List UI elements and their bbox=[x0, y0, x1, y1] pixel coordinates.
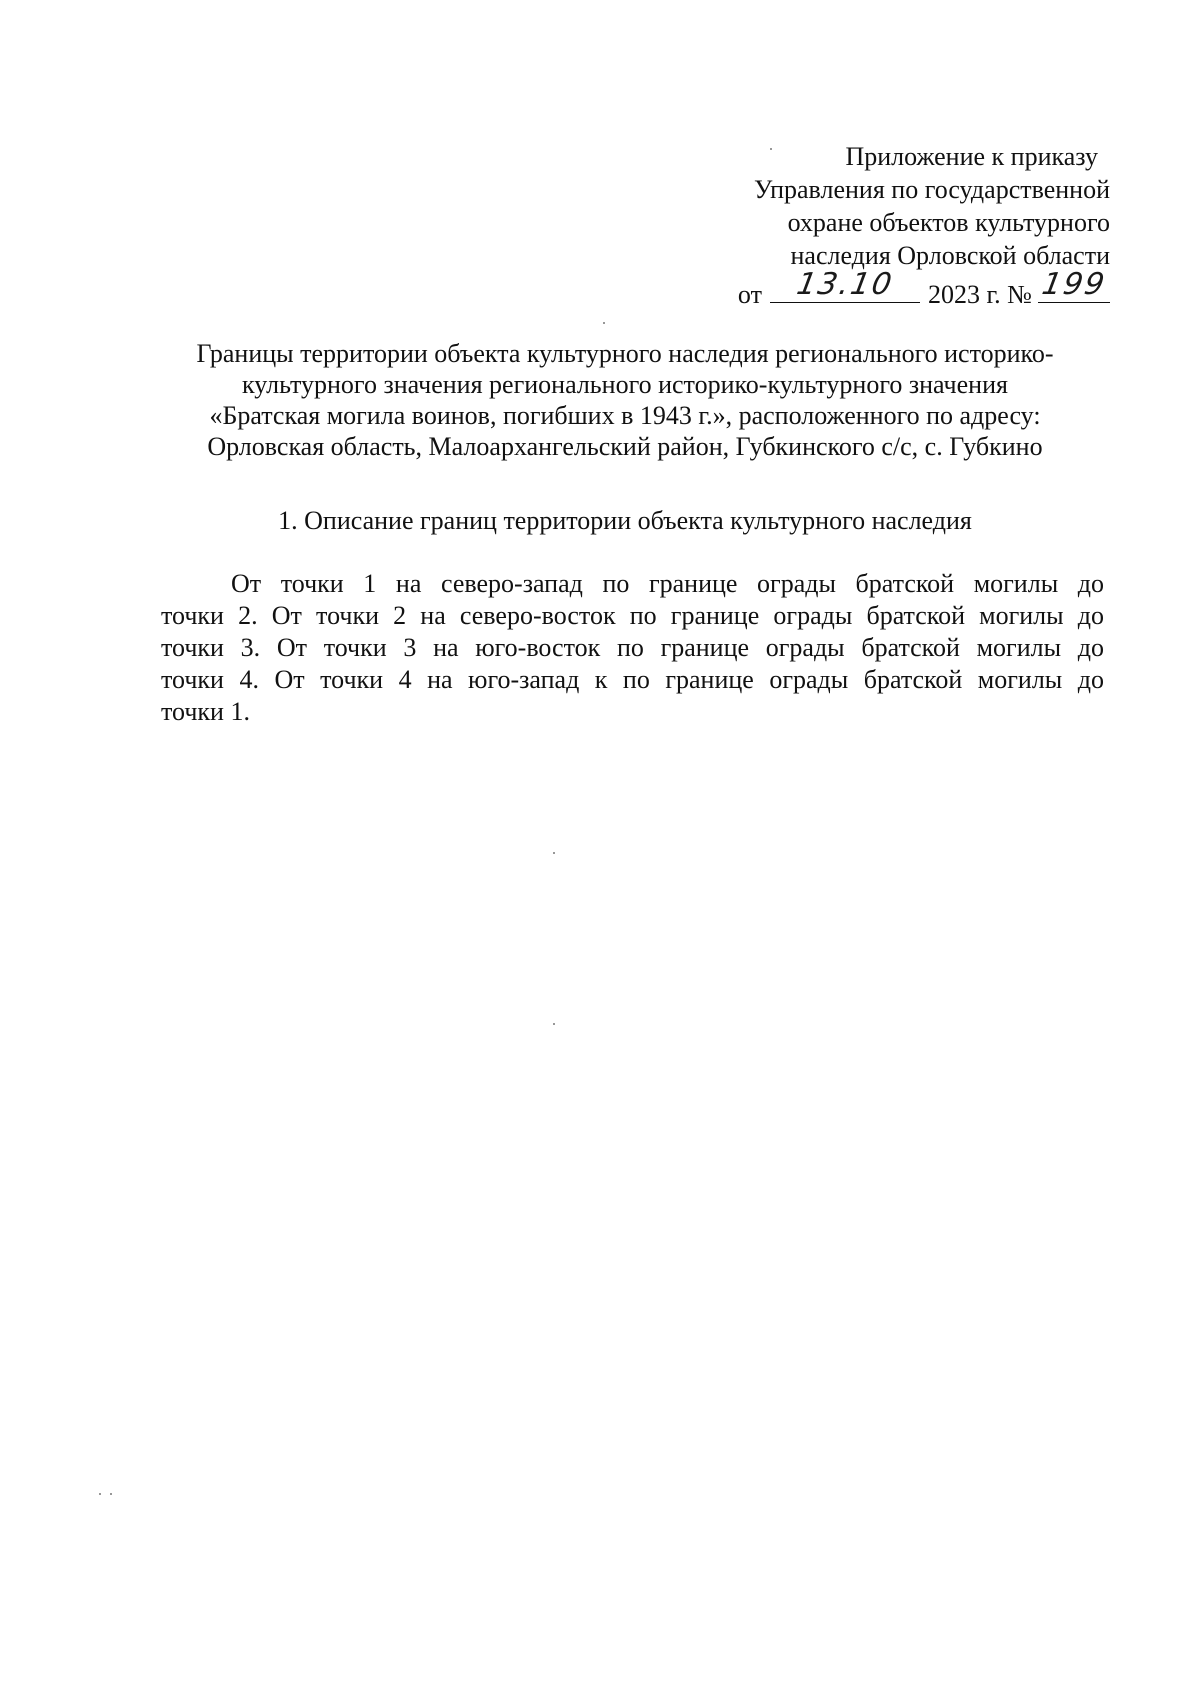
document-title bbox=[150, 338, 1100, 462]
body-line-1: От точки 1 на северо-запад по границе ограды братской могилы до bbox=[231, 569, 1104, 598]
scan-speck bbox=[110, 1493, 112, 1495]
body-line-2: точки 2. От точки 2 на северо-восток по границе ограды братской могилы до bbox=[161, 601, 1104, 630]
annex-line-2: Управления по государственной bbox=[753, 175, 1110, 204]
annex-line-1: Приложение к приказу bbox=[845, 142, 1098, 171]
handwritten-order-number: 199 bbox=[1039, 267, 1109, 302]
title-line-1: Границы территории объекта культурного наследия регионального историко- bbox=[196, 339, 1054, 368]
date-prefix: от bbox=[737, 280, 762, 309]
body-line-5: точки 1. bbox=[161, 697, 250, 726]
scan-speck bbox=[553, 852, 555, 854]
annex-block bbox=[640, 140, 1110, 311]
handwritten-date: 13.10 bbox=[794, 267, 897, 302]
annex-line-3: охране объектов культурного bbox=[787, 208, 1110, 237]
number-blank bbox=[1038, 267, 1110, 303]
date-blank bbox=[770, 267, 920, 303]
boundary-description bbox=[161, 568, 1104, 728]
title-line-2: культурного значения регионального историко-культурного значения bbox=[242, 370, 1008, 399]
scan-speck bbox=[99, 1493, 101, 1495]
section-heading: 1. Описание границ территории объекта культурного наследия bbox=[278, 506, 972, 535]
title-line-3: «Братская могила воинов, погибших в 1943 г.», расположенного по адресу: bbox=[209, 401, 1041, 430]
scan-speck bbox=[603, 322, 605, 324]
year-number-label: 2023 г. № bbox=[927, 280, 1032, 309]
title-line-4: Орловская область, Малоархангельский район, Губкинского с/с, с. Губкино bbox=[207, 432, 1043, 461]
body-line-4: точки 4. От точки 4 на юго-запад к по границе ограды братской могилы до bbox=[161, 665, 1104, 694]
annex-line-4: наследия Орловской области bbox=[790, 241, 1110, 270]
scan-speck bbox=[553, 1023, 555, 1025]
body-line-3: точки 3. От точки 3 на юго-восток по границе ограды братской могилы до bbox=[161, 633, 1104, 662]
scan-speck bbox=[770, 148, 772, 150]
order-date-line bbox=[640, 267, 1110, 311]
